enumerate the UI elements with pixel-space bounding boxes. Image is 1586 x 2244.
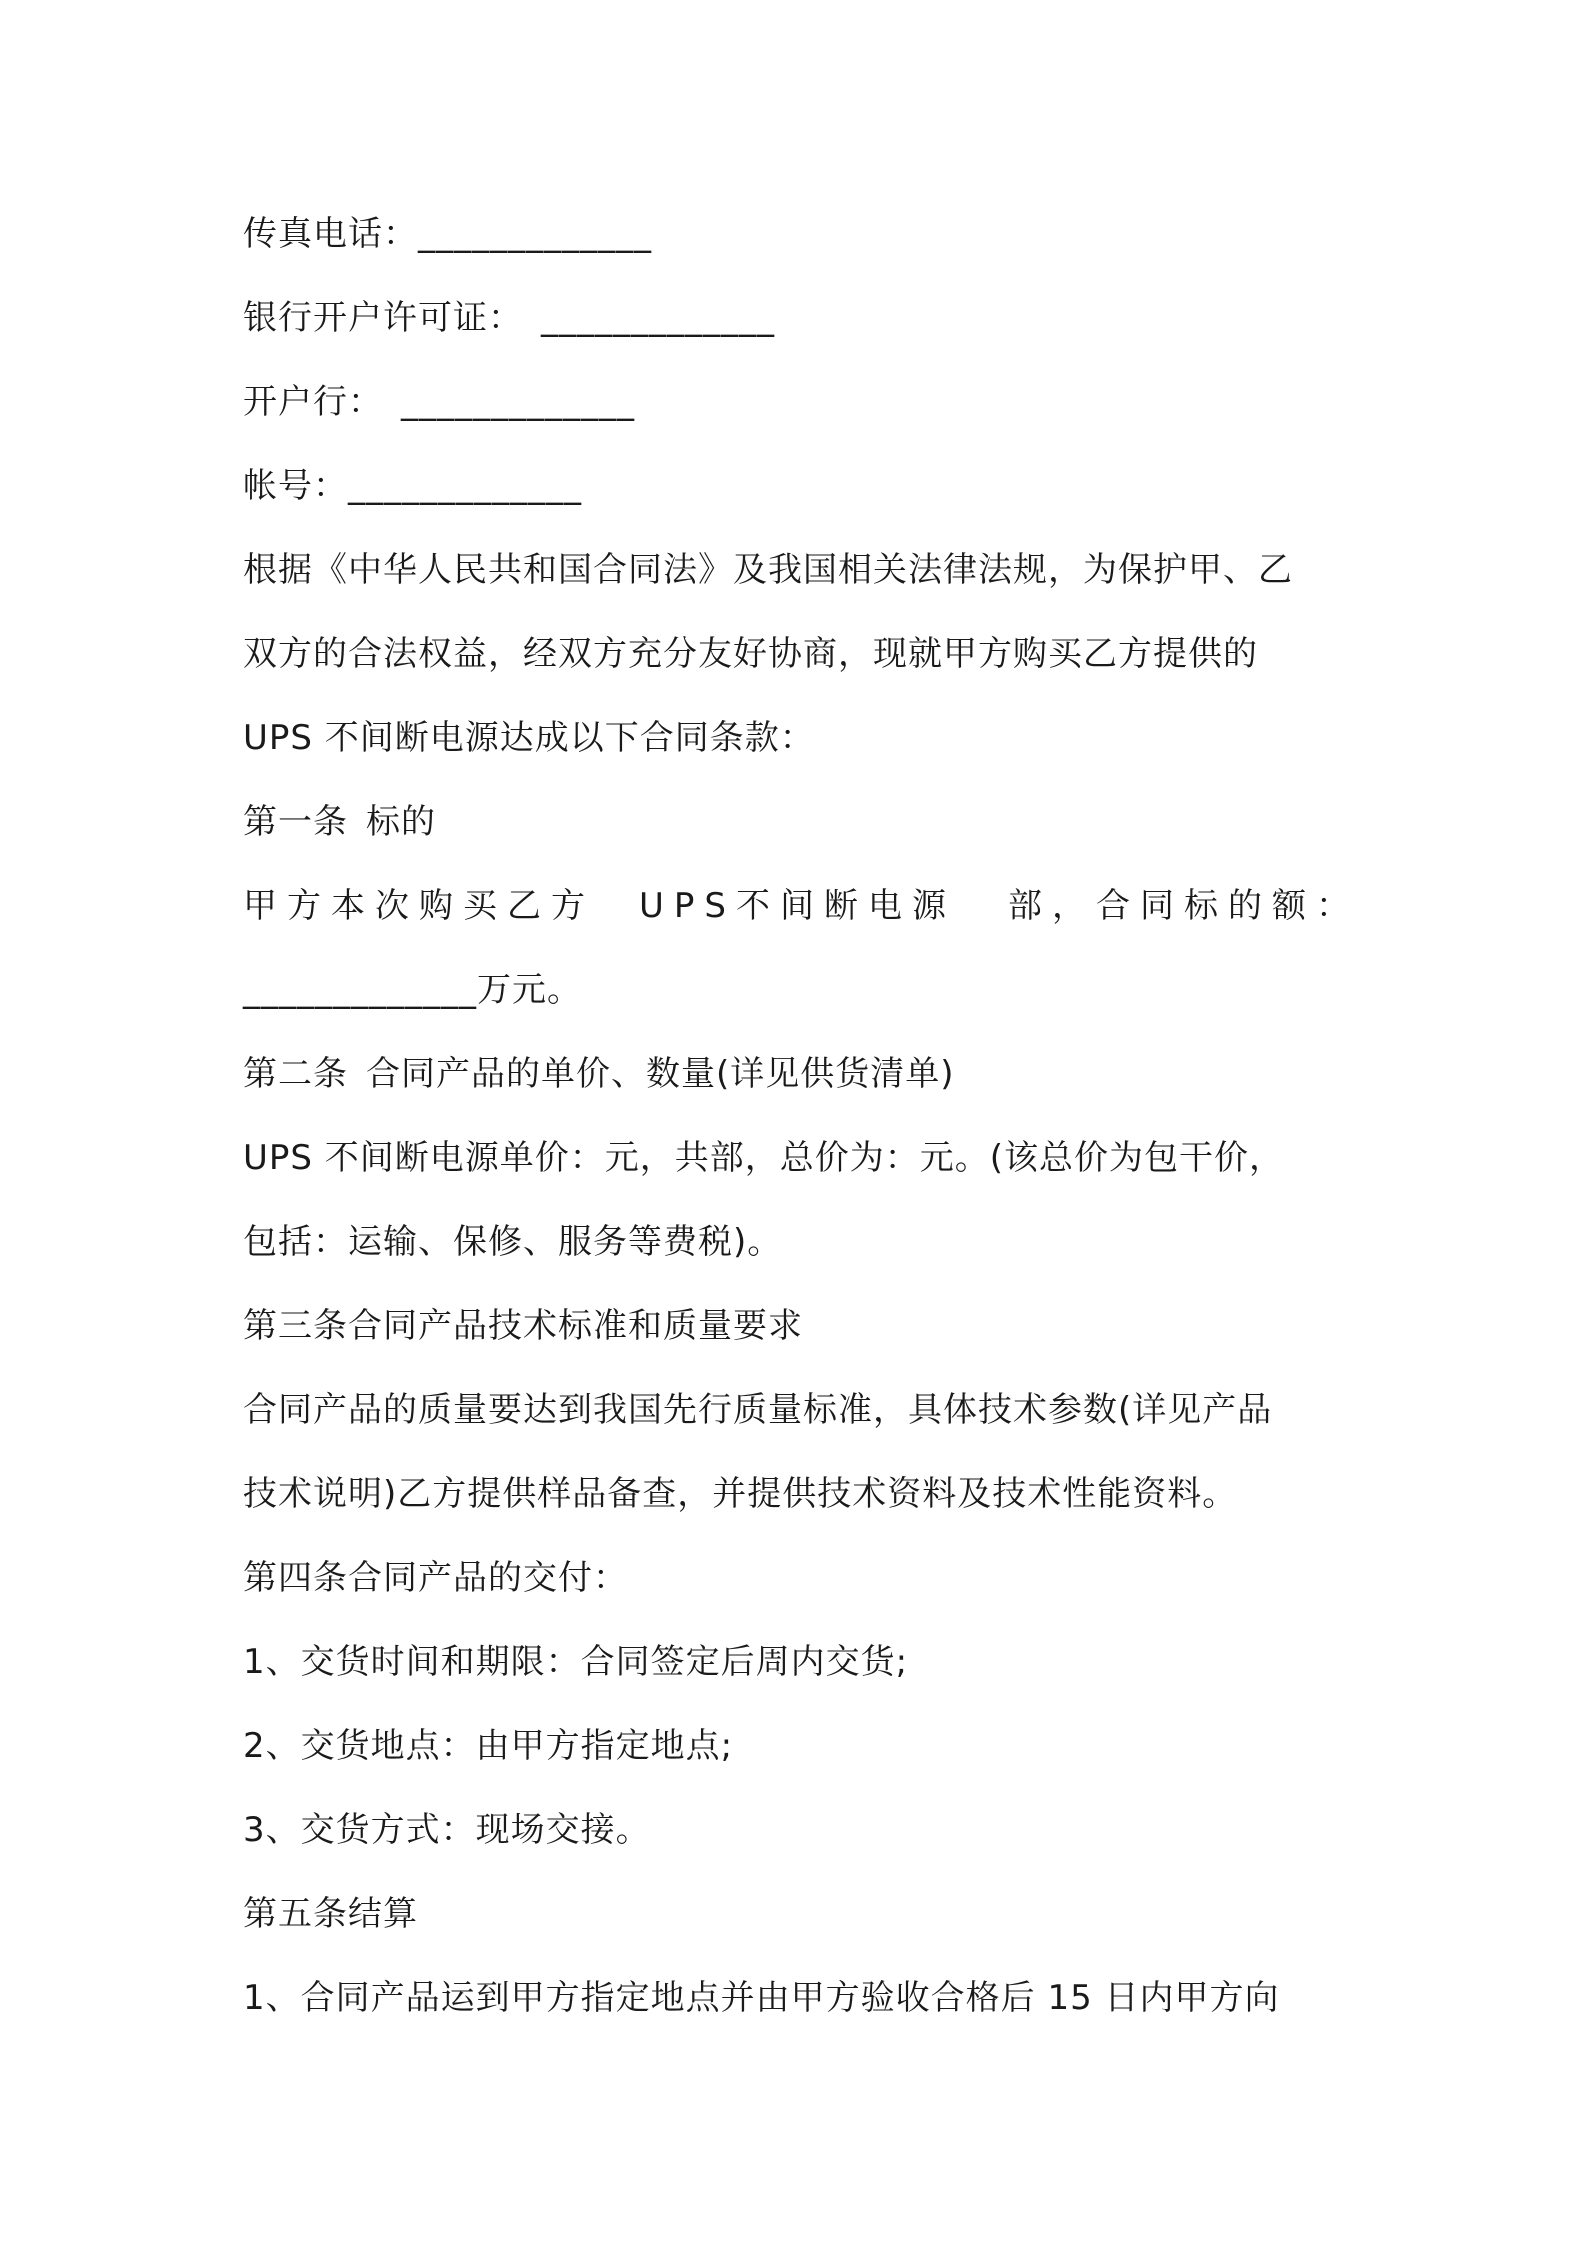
article-1-body-b: UPS不间断电源 <box>639 886 956 926</box>
bank-license-blank: _____________ <box>541 298 775 338</box>
account-label: 帐号： <box>243 466 348 506</box>
article-1-amount-unit: 万元。 <box>477 970 582 1010</box>
article-1-title: 标的 <box>366 802 436 842</box>
article-2-body-2: 包括：运输、保修、服务等费税)。 <box>243 1222 783 1262</box>
article-5-item-1: 1、合同产品运到甲方指定地点并由甲方验收合格后 15 日内甲方向 <box>243 1978 1280 2018</box>
article-2-number: 第二条 <box>243 1054 348 1094</box>
fax-label: 传真电话： <box>243 214 418 254</box>
preamble-line-1: 根据《中华人民共和国合同法》及我国相关法律法规，为保护甲、乙 <box>243 550 1293 590</box>
account-field <box>243 444 1353 528</box>
article-1-number: 第一条 <box>243 802 348 842</box>
document-body <box>243 192 1360 2040</box>
fax-blank: _____________ <box>418 214 652 254</box>
article-3-heading: 第三条合同产品技术标准和质量要求 <box>243 1306 803 1346</box>
account-blank: _____________ <box>348 466 582 506</box>
article-4-item-3: 3、交货方式：现场交接。 <box>243 1810 651 1850</box>
bank-field <box>243 360 1353 444</box>
bank-blank: _____________ <box>401 382 635 422</box>
article-1-amount <box>243 948 1353 1032</box>
preamble-line-3: UPS 不间断电源达成以下合同条款： <box>243 718 815 758</box>
article-1-amount-blank: _____________ <box>243 970 477 1010</box>
article-1-body-a: 甲方本次购买乙方 <box>243 886 595 926</box>
article-4-item-1: 1、交货时间和期限：合同签定后周内交货; <box>243 1642 909 1682</box>
article-2-body-1: UPS 不间断电源单价：元，共部，总价为：元。(该总价为包干价， <box>243 1138 1285 1178</box>
preamble-line-2: 双方的合法权益，经双方充分友好协商，现就甲方购买乙方提供的 <box>243 634 1258 674</box>
article-4-item-2: 2、交货地点：由甲方指定地点; <box>243 1726 734 1766</box>
article-3-body-1: 合同产品的质量要达到我国先行质量标准，具体技术参数(详见产品 <box>243 1390 1273 1430</box>
fax-field <box>243 192 1353 276</box>
bank-label: 开户行： <box>243 382 383 422</box>
article-2-title: 合同产品的单价、数量(详见供货清单) <box>366 1054 955 1094</box>
article-1-body <box>243 864 1360 948</box>
article-2-heading <box>243 1032 1353 1116</box>
article-1-body-c: 部，合同标的额： <box>1007 886 1360 926</box>
bank-license-label: 银行开户许可证： <box>243 298 523 338</box>
bank-license-field <box>243 276 1353 360</box>
article-1-heading <box>243 780 1353 864</box>
article-5-heading: 第五条结算 <box>243 1894 418 1934</box>
article-4-heading: 第四条合同产品的交付： <box>243 1558 628 1598</box>
article-3-body-2: 技术说明)乙方提供样品备查，并提供技术资料及技术性能资料。 <box>243 1474 1238 1514</box>
